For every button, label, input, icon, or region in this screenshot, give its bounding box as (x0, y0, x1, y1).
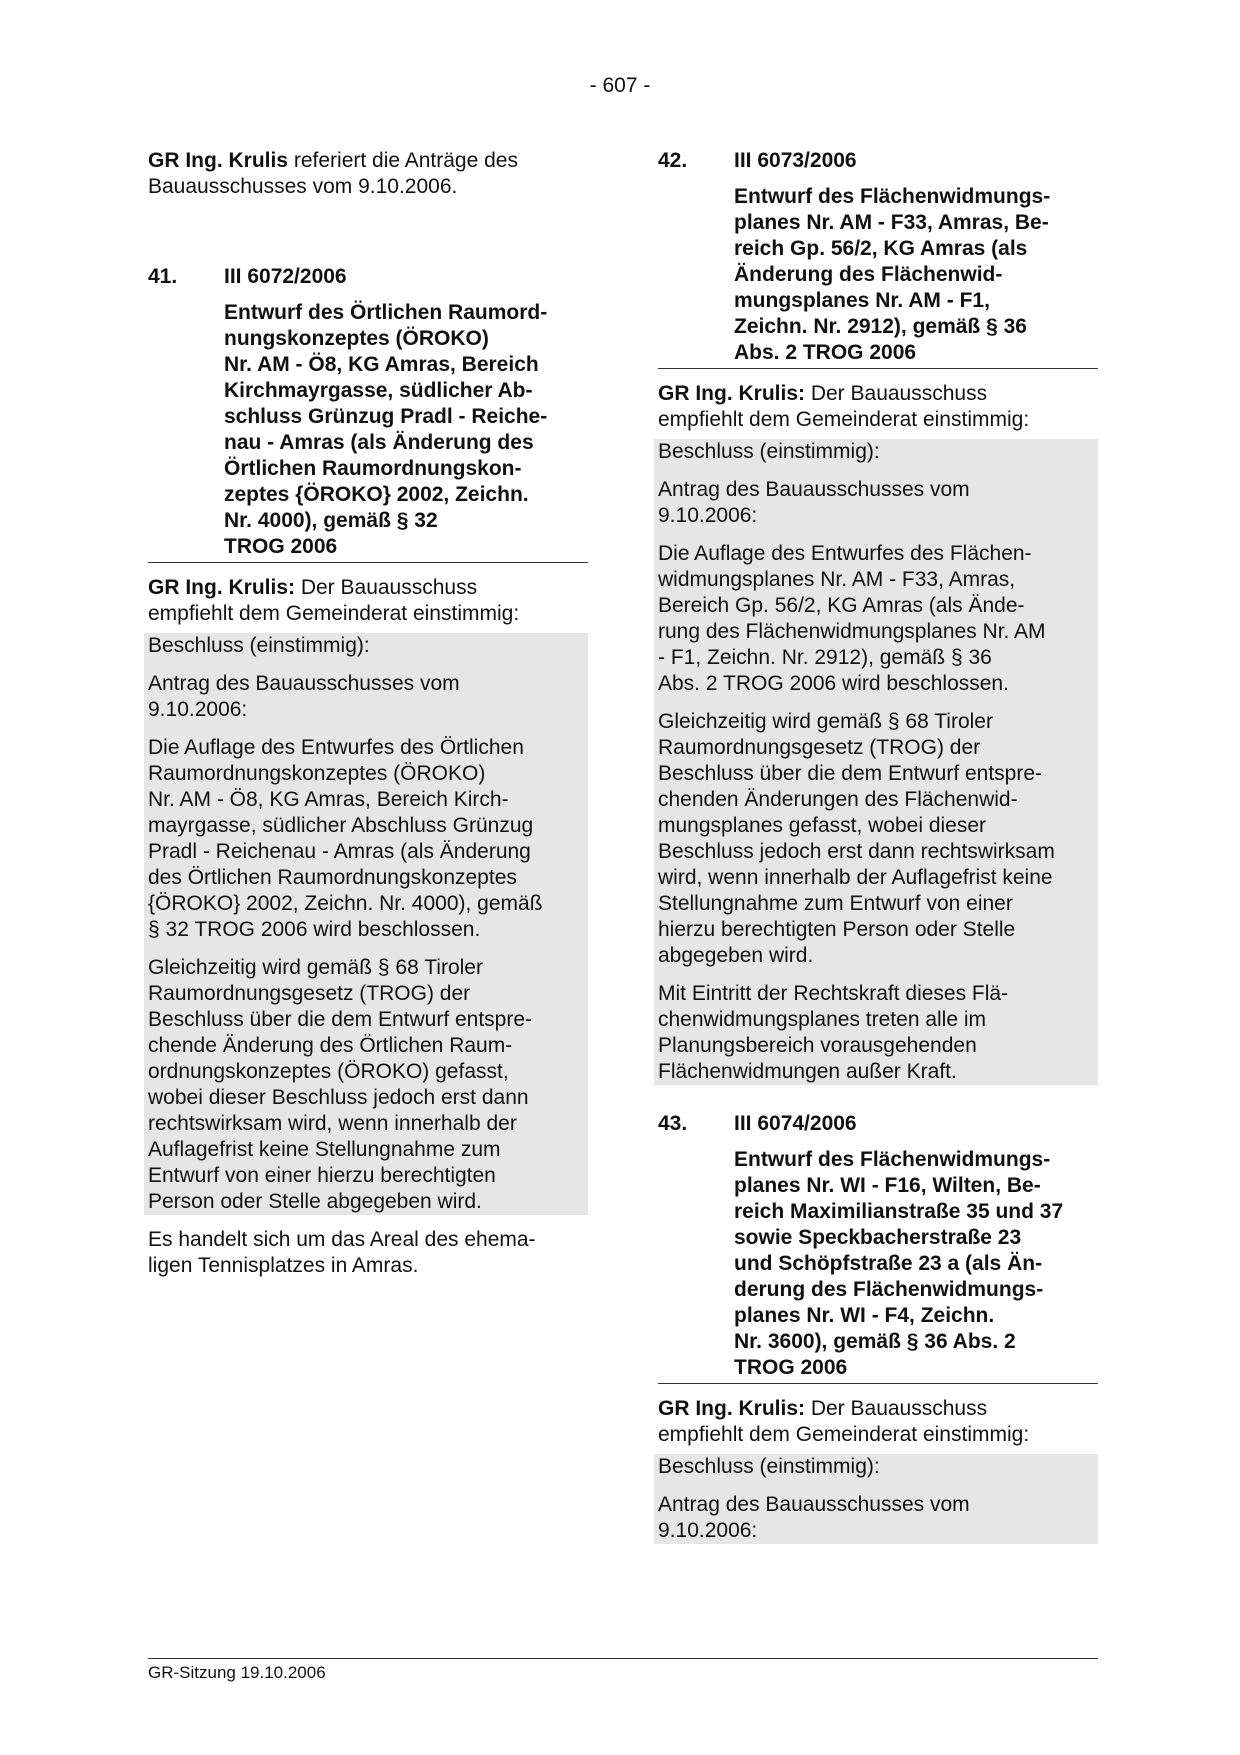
footer-divider (148, 1658, 1098, 1659)
item-42-reference: III 6073/2006 (734, 149, 857, 172)
item-43-header (658, 1111, 1098, 1137)
item-41-motion: Antrag des Bauausschusses vom 9.10.2006: (148, 672, 460, 721)
right-column (658, 148, 1098, 1544)
footer-session-date: GR-Sitzung 19.10.2006 (148, 1663, 326, 1682)
item-43-motion: Antrag des Bauausschusses vom 9.10.2006: (658, 1493, 970, 1542)
item-41-number: 41. (148, 265, 178, 288)
item-43-divider (658, 1383, 1098, 1384)
item-43-speaker: GR Ing. Krulis: (658, 1397, 805, 1420)
item-41-reference: III 6072/2006 (224, 265, 347, 288)
item-41-title: Entwurf des Örtlichen Raumord- nungskonzeptes (ÖROKO) Nr. AM - Ö8, KG Amras, Bereich Kirchmayrgasse, südlicher Ab- schluss Grünzug Pradl - Reiche- nau - Amras (als Änderung des Örtlichen Raumordnungskon- zeptes {ÖROKO} 2002, Zeichn. Nr. 4000), gemäß § 32 TROG 2006 (224, 301, 548, 558)
item-41-header (148, 264, 588, 290)
item-42-header (658, 148, 1098, 174)
intro-text: referiert die Anträge des Bauausschusses vom 9.10.2006. (148, 149, 518, 198)
item-42-divider (658, 368, 1098, 369)
item-43-title: Entwurf des Flächenwidmungs- planes Nr. WI - F16, Wilten, Be- reich Maximilianstraße 35 und 37 sowie Speckbacherstraße 23 und Schöpfstraße 23 a (als Än- derung des Flächenwidmungs- planes Nr. WI - F4, Zeichn. Nr. 3600), gemäß § 36 Abs. 2 TROG 2006 (734, 1148, 1064, 1379)
item-43-number: 43. (658, 1112, 688, 1135)
item-41-divider (148, 562, 588, 563)
item-42-motion: Antrag des Bauausschusses vom 9.10.2006: (658, 478, 970, 527)
intro-paragraph (148, 148, 588, 200)
item-42-speaker-text: Der Bauausschuss empfiehlt dem Gemeinderat einstimmig: (658, 382, 1030, 431)
item-43-reference: III 6074/2006 (734, 1112, 857, 1135)
item-41-resolution-label: Beschluss (einstimmig): (148, 634, 370, 657)
left-column (148, 148, 588, 1279)
item-43-speaker-paragraph (658, 1396, 1098, 1448)
item-42-resolution-label: Beschluss (einstimmig): (658, 440, 880, 463)
item-41-resolution-text: Die Auflage des Entwurfes des Örtlichen Raumordnungskonzeptes (ÖROKO) Nr. AM - Ö8, KG Amras, Bereich Kirch- mayrgasse, südlicher Abschluss Grünzug Pradl - Reichenau - Amras (als Änderung des Örtlichen Raumordnungskonzeptes {ÖROKO} 2002, Zeichn. Nr. 4000), gemäß § 32 TROG 2006 wird beschlossen. (148, 736, 543, 941)
item-41-resolution-text-2: Gleichzeitig wird gemäß § 68 Tiroler Raumordnungsgesetz (TROG) der Beschluss über die dem Entwurf entspre- chende Änderung des Örtlichen Raum- ordnungskonzeptes (ÖROKO) gefasst, wobei dieser Beschluss jedoch erst dann rechtswirksam wird, wenn innerhalb der Auflagefrist keine Stellungnahme zum Entwurf von einer hierzu berechtigten Person oder Stelle abgegeben wird. (148, 956, 533, 1213)
item-41-speaker-text: Der Bauausschuss empfiehlt dem Gemeinderat einstimmig: (148, 576, 520, 625)
item-42-speaker: GR Ing. Krulis: (658, 382, 805, 405)
item-42-number: 42. (658, 149, 688, 172)
item-43-resolution-box (654, 1454, 1098, 1544)
item-42-title: Entwurf des Flächenwidmungs- planes Nr. AM - F33, Amras, Be- reich Gp. 56/2, KG Amras (als Änderung des Flächenwid- mungsplanes Nr. AM - F1, Zeichn. Nr. 2912), gemäß § 36 Abs. 2 TROG 2006 (734, 185, 1051, 364)
item-42-resolution-text-3: Mit Eintritt der Rechtskraft dieses Flä- chenwidmungsplanes treten alle im Planungsbereich vorausgehenden Flächenwidmungen außer Kraft. (658, 982, 1009, 1083)
item-42-resolution-text: Die Auflage des Entwurfes des Flächen- widmungsplanes Nr. AM - F33, Amras, Bereich Gp. 56/2, KG Amras (als Ände- rung des Flächenwidmungsplanes Nr. AM - F1, Zeichn. Nr. 2912), gemäß § 36 Abs. 2 TROG 2006 wird beschlossen. (658, 542, 1046, 695)
item-43-speaker-text: Der Bauausschuss empfiehlt dem Gemeinderat einstimmig: (658, 1397, 1030, 1446)
item-42-resolution-text-2: Gleichzeitig wird gemäß § 68 Tiroler Raumordnungsgesetz (TROG) der Beschluss über die dem Entwurf entspre- chenden Änderungen des Flächenwid- mungsplanes gefasst, wobei dieser Beschluss jedoch erst dann rechtswirksam wird, wenn innerhalb der Auflagefrist keine Stellungnahme zum Entwurf von einer hierzu berechtigten Person oder Stelle abgegeben wird. (658, 710, 1055, 967)
item-43-resolution-label: Beschluss (einstimmig): (658, 1455, 880, 1478)
item-41-note: Es handelt sich um das Areal des ehema- ligen Tennisplatzes in Amras. (148, 1228, 536, 1277)
item-41-speaker-paragraph (148, 575, 588, 627)
item-41-speaker: GR Ing. Krulis: (148, 576, 295, 599)
item-42-resolution-box (654, 439, 1098, 1085)
intro-speaker: GR Ing. Krulis (148, 149, 289, 172)
item-41-resolution-box (144, 633, 588, 1215)
item-42-speaker-paragraph (658, 381, 1098, 433)
page-number: - 607 - (589, 74, 651, 97)
